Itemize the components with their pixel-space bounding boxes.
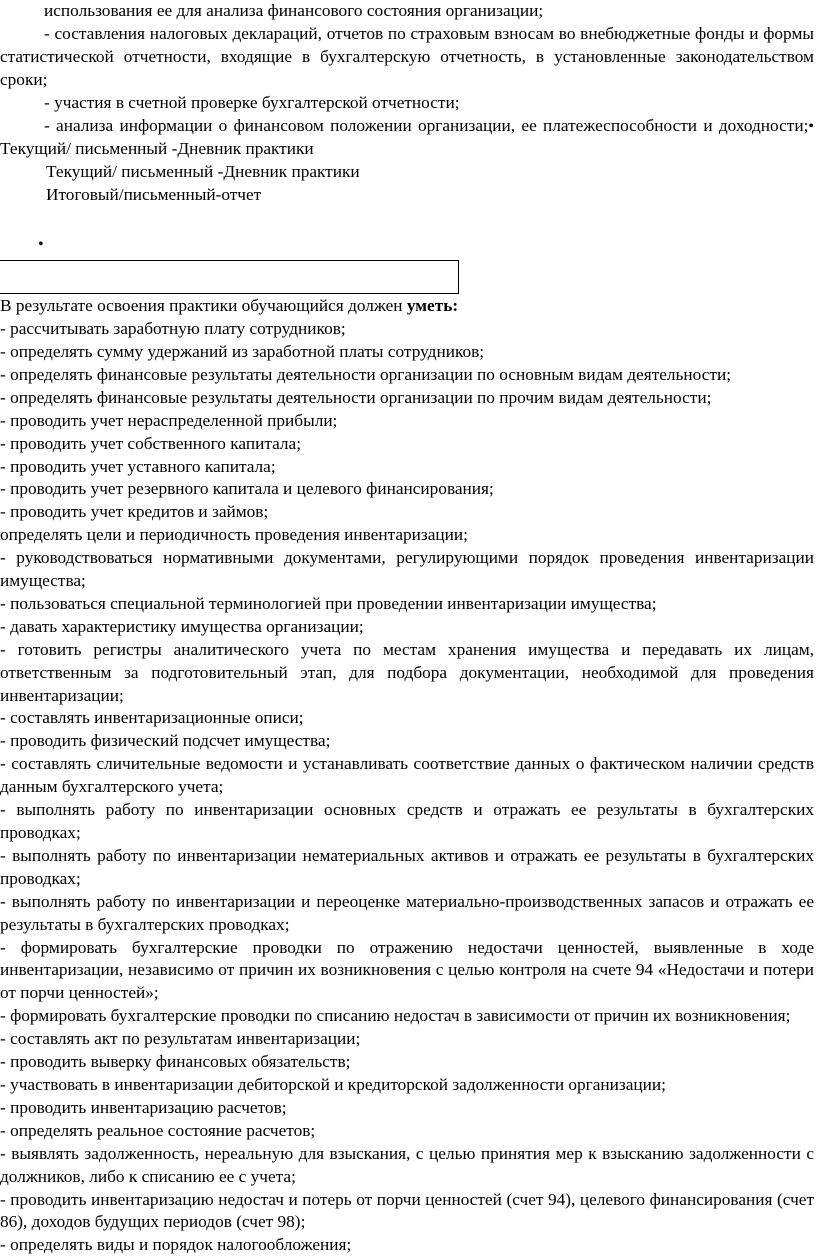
skill-item: - выявлять задолженность, нереальную для взыскания, с целью принятия мер к взысканию задолженности с должников, либо к списанию ее с учета; <box>0 1143 814 1186</box>
skill-item: - пользоваться специальной терминологией при проведении инвентаризации имущества; <box>0 593 657 613</box>
skill-item: - формировать бухгалтерские проводки по отражению недостачи ценностей, выявленные в ходе инвентаризации, независимо от причин их возникновения с целью контроля на счете 94 «Недостачи и потери от порчи ценностей»; <box>0 937 814 1003</box>
blank-spacer <box>0 207 814 232</box>
skill-item: - проводить учет нераспределенной прибыли; <box>0 410 338 430</box>
skill-item: - проводить учет уставного капитала; <box>0 456 276 476</box>
skill-item: - составлять акт по результатам инвентаризации; <box>0 1029 361 1049</box>
skill-item: - определять реальное состояние расчетов; <box>0 1120 316 1140</box>
skill-item: - проводить физический подсчет имущества; <box>0 731 331 751</box>
skill-item: - проводить инвентаризацию расчетов; <box>0 1097 287 1117</box>
skill-item: - давать характеристику имущества организации; <box>0 616 364 636</box>
skills-intro-text: В результате освоения практики обучающийся должен <box>0 296 407 316</box>
skill-item: - определять сумму удержаний из заработной платы сотрудников; <box>0 341 485 361</box>
skill-item: определять цели и периодичность проведения инвентаризации; <box>0 525 468 545</box>
intro-audit-participation: - участия в счетной проверке бухгалтерской отчетности; <box>44 92 460 112</box>
skill-item: - готовить регистры аналитического учета по местам хранения имущества и передавать их лицам, ответственным за подготовительный этап, для подбора документации, необходимой для проведения инвентаризации; <box>0 639 814 705</box>
control-form-final: Итоговый/письменный-отчет <box>46 185 262 205</box>
intro-inline-item: Текущий/ письменный -Дневник практики <box>0 139 314 159</box>
empty-table-box <box>0 260 459 294</box>
lone-bullet <box>0 232 814 256</box>
skill-item: - составлять инвентаризационные описи; <box>0 708 304 728</box>
skill-item: - формировать бухгалтерские проводки по списанию недостач в зависимости от причин их возникновения; <box>0 1006 791 1026</box>
skill-item: - рассчитывать заработную плату сотрудников; <box>0 319 346 339</box>
skill-item: - проводить учет собственного капитала; <box>0 433 302 453</box>
intro-line-top: использования ее для анализа финансового состояния организации; <box>44 1 544 20</box>
skill-item: - определять финансовые результаты деятельности организации по прочим видам деятельности; <box>0 387 712 407</box>
skills-intro <box>0 295 814 318</box>
skill-item: - проводить учет кредитов и займов; <box>0 502 269 522</box>
skill-item: - определять виды и порядок налогообложения; <box>0 1235 352 1255</box>
skill-item: - проводить учет резервного капитала и целевого финансирования; <box>0 479 494 499</box>
skill-item: - выполнять работу по инвентаризации основных средств и отражать ее результаты в бухгалтерских проводках; <box>0 800 814 842</box>
control-form-current: Текущий/ письменный -Дневник практики <box>46 162 360 182</box>
intro-analysis-info <box>0 115 814 162</box>
skills-list <box>0 318 814 1257</box>
bullet-icon: • <box>808 117 814 135</box>
skill-item: - участвовать в инвентаризации дебиторской и кредиторской задолженности организации; <box>0 1074 666 1094</box>
intro-analysis-text: - анализа информации о финансовом положении организации, ее платежеспособности и доходности; <box>44 115 809 135</box>
bullet-icon: • <box>38 236 44 254</box>
skill-item: - проводить выверку финансовых обязательств; <box>0 1052 351 1072</box>
skill-item: - руководствоваться нормативными документами, регулирующими порядок проведения инвентаризации имущества; <box>0 548 814 591</box>
skill-item: - определять финансовые результаты деятельности организации по основным видам деятельности; <box>0 364 732 384</box>
skill-item: - составлять сличительные ведомости и устанавливать соответствие данных о фактическом наличии средств данным бухгалтерского учета; <box>0 754 814 797</box>
skill-item: - выполнять работу по инвентаризации и переоценке материально-производственных запасов и отражать ее результаты в бухгалтерских проводках; <box>0 891 814 934</box>
intro-tax-declarations: - составления налоговых деклараций, отчетов по страховым взносам во внебюджетные фонды и формы статистической отчетности, входящие в бухгалтерскую отчетность, в установленные законодательством сроки; <box>0 23 814 89</box>
skill-item: - выполнять работу по инвентаризации нематериальных активов и отражать ее результаты в бухгалтерских проводках; <box>0 845 814 888</box>
skill-item: - проводить инвентаризацию недостач и потерь от порчи ценностей (счет 94), целевого финансирования (счет 86), доходов будущих периодов (счет 98); <box>0 1189 814 1232</box>
skills-intro-bold: уметь: <box>406 296 459 316</box>
